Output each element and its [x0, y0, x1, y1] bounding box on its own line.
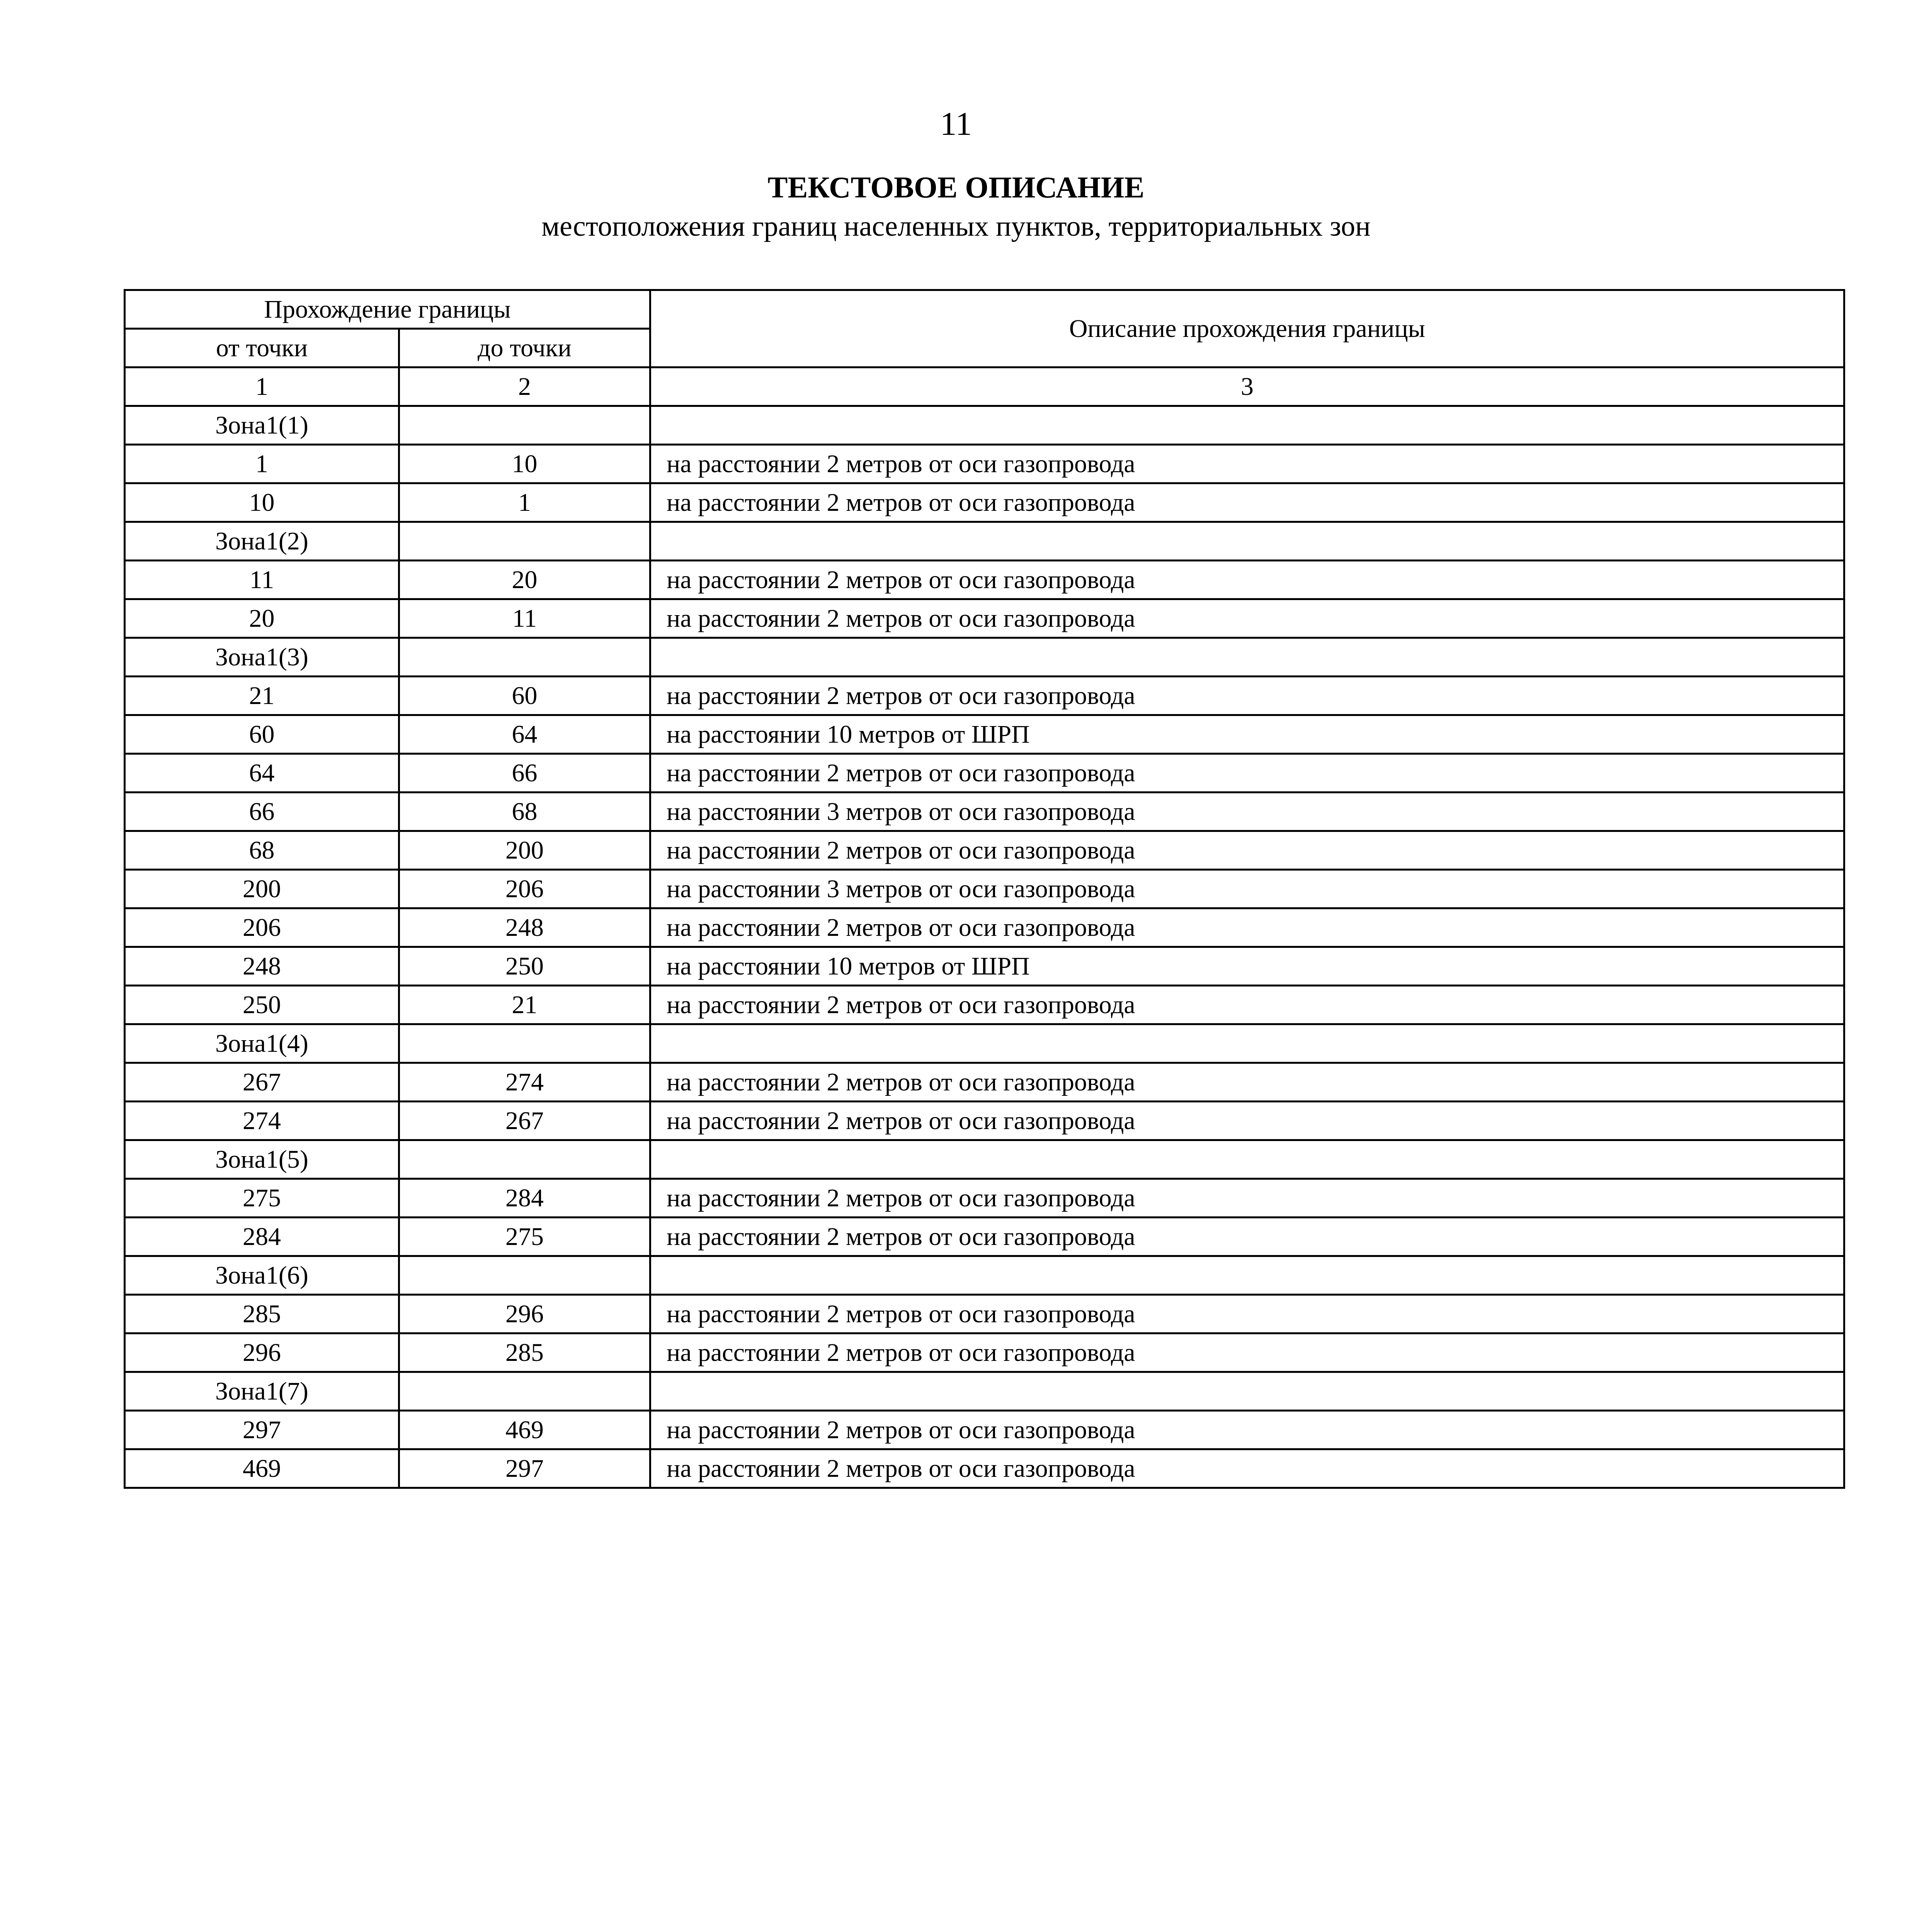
table-row — [125, 561, 1844, 599]
empty-cell — [650, 1372, 1844, 1411]
from-point-cell: 10 — [125, 483, 399, 522]
to-point-cell: 469 — [399, 1411, 650, 1449]
to-point-cell: 275 — [399, 1218, 650, 1256]
table-row — [125, 483, 1844, 522]
to-point-cell: 21 — [399, 986, 650, 1024]
boundary-table-container — [124, 289, 1843, 1489]
description-cell: на расстоянии 2 метров от оси газопровода — [650, 1218, 1844, 1256]
to-point-cell: 267 — [399, 1102, 650, 1140]
description-cell: на расстоянии 2 метров от оси газопровода — [650, 599, 1844, 638]
to-point-cell: 248 — [399, 908, 650, 947]
from-point-cell: 274 — [125, 1102, 399, 1140]
empty-cell — [399, 522, 650, 561]
to-point-cell: 250 — [399, 947, 650, 986]
from-point-cell: 20 — [125, 599, 399, 638]
description-cell: на расстоянии 2 метров от оси газопровода — [650, 831, 1844, 870]
table-row — [125, 908, 1844, 947]
page-number: 11 — [940, 105, 972, 142]
from-point-cell: 297 — [125, 1411, 399, 1449]
to-point-cell: 20 — [399, 561, 650, 599]
to-point-cell: 285 — [399, 1333, 650, 1372]
table-row — [125, 831, 1844, 870]
empty-cell — [399, 1256, 650, 1295]
description-cell: на расстоянии 2 метров от оси газопровода — [650, 754, 1844, 793]
to-point-cell: 284 — [399, 1179, 650, 1218]
zone-row — [125, 522, 1844, 561]
empty-cell — [399, 406, 650, 445]
to-point-cell: 66 — [399, 754, 650, 793]
from-point-cell: 285 — [125, 1295, 399, 1333]
from-point-cell: 66 — [125, 793, 399, 831]
zone-row — [125, 1256, 1844, 1295]
from-point-cell: 469 — [125, 1449, 399, 1488]
zone-label: Зона1(1) — [125, 406, 399, 445]
to-point-cell: 10 — [399, 445, 650, 483]
empty-cell — [399, 1024, 650, 1063]
from-point-cell: 248 — [125, 947, 399, 986]
empty-cell — [650, 522, 1844, 561]
description-cell: на расстоянии 2 метров от оси газопровода — [650, 1333, 1844, 1372]
description-cell: на расстоянии 10 метров от ШРП — [650, 947, 1844, 986]
zone-label: Зона1(3) — [125, 638, 399, 677]
zone-row — [125, 1140, 1844, 1179]
description-cell: на расстоянии 3 метров от оси газопровода — [650, 793, 1844, 831]
column-number-3: 3 — [650, 367, 1844, 406]
zone-label: Зона1(4) — [125, 1024, 399, 1063]
table-body — [125, 367, 1844, 1488]
to-point-cell: 200 — [399, 831, 650, 870]
description-cell: на расстоянии 2 метров от оси газопровода — [650, 1411, 1844, 1449]
to-point-cell: 64 — [399, 715, 650, 754]
zone-row — [125, 406, 1844, 445]
header-boundary-passage: Прохождение границы — [125, 290, 650, 329]
from-point-cell: 68 — [125, 831, 399, 870]
from-point-cell: 21 — [125, 677, 399, 715]
from-point-cell: 200 — [125, 870, 399, 908]
table-row — [125, 986, 1844, 1024]
from-point-cell: 296 — [125, 1333, 399, 1372]
to-point-cell: 296 — [399, 1295, 650, 1333]
description-cell: на расстоянии 2 метров от оси газопровода — [650, 1295, 1844, 1333]
from-point-cell: 267 — [125, 1063, 399, 1102]
empty-cell — [650, 1140, 1844, 1179]
from-point-cell: 60 — [125, 715, 399, 754]
table-row — [125, 870, 1844, 908]
table-row — [125, 1333, 1844, 1372]
table-row — [125, 445, 1844, 483]
description-cell: на расстоянии 2 метров от оси газопровода — [650, 483, 1844, 522]
description-cell: на расстоянии 2 метров от оси газопровода — [650, 445, 1844, 483]
table-row — [125, 1449, 1844, 1488]
from-point-cell: 206 — [125, 908, 399, 947]
table-row — [125, 715, 1844, 754]
from-point-cell: 275 — [125, 1179, 399, 1218]
header-from-point: от точки — [125, 329, 399, 367]
table-row — [125, 599, 1844, 638]
zone-label: Зона1(2) — [125, 522, 399, 561]
to-point-cell: 60 — [399, 677, 650, 715]
zone-row — [125, 1024, 1844, 1063]
column-number-1: 1 — [125, 367, 399, 406]
description-cell: на расстоянии 2 метров от оси газопровода — [650, 908, 1844, 947]
to-point-cell: 1 — [399, 483, 650, 522]
document-title: ТЕКСТОВОЕ ОПИСАНИЕ — [767, 170, 1145, 204]
empty-cell — [650, 406, 1844, 445]
empty-cell — [399, 1140, 650, 1179]
description-cell: на расстоянии 2 метров от оси газопровода — [650, 1063, 1844, 1102]
description-cell: на расстоянии 2 метров от оси газопровода — [650, 1179, 1844, 1218]
table-row — [125, 1411, 1844, 1449]
from-point-cell: 64 — [125, 754, 399, 793]
from-point-cell: 284 — [125, 1218, 399, 1256]
table-row — [125, 754, 1844, 793]
description-cell: на расстоянии 2 метров от оси газопровода — [650, 986, 1844, 1024]
to-point-cell: 11 — [399, 599, 650, 638]
description-cell: на расстоянии 2 метров от оси газопровода — [650, 677, 1844, 715]
table-row — [125, 677, 1844, 715]
table-row — [125, 947, 1844, 986]
empty-cell — [650, 1256, 1844, 1295]
from-point-cell: 11 — [125, 561, 399, 599]
zone-label: Зона1(6) — [125, 1256, 399, 1295]
column-number-row — [125, 367, 1844, 406]
column-number-2: 2 — [399, 367, 650, 406]
zone-row — [125, 638, 1844, 677]
zone-row — [125, 1372, 1844, 1411]
from-point-cell: 1 — [125, 445, 399, 483]
description-cell: на расстоянии 10 метров от ШРП — [650, 715, 1844, 754]
table-row — [125, 1063, 1844, 1102]
zone-label: Зона1(5) — [125, 1140, 399, 1179]
empty-cell — [399, 638, 650, 677]
to-point-cell: 68 — [399, 793, 650, 831]
description-cell: на расстоянии 2 метров от оси газопровода — [650, 561, 1844, 599]
to-point-cell: 206 — [399, 870, 650, 908]
description-cell: на расстоянии 2 метров от оси газопровода — [650, 1449, 1844, 1488]
table-row — [125, 1102, 1844, 1140]
to-point-cell: 297 — [399, 1449, 650, 1488]
description-cell: на расстоянии 2 метров от оси газопровода — [650, 1102, 1844, 1140]
table-row — [125, 1218, 1844, 1256]
header-to-point: до точки — [399, 329, 650, 367]
table-row — [125, 793, 1844, 831]
description-cell: на расстоянии 3 метров от оси газопровода — [650, 870, 1844, 908]
empty-cell — [650, 638, 1844, 677]
document-subtitle: местоположения границ населенных пунктов, территориальных зон — [541, 211, 1371, 242]
empty-cell — [650, 1024, 1844, 1063]
empty-cell — [399, 1372, 650, 1411]
header-description: Описание прохождения границы — [650, 290, 1844, 367]
table-row — [125, 1179, 1844, 1218]
to-point-cell: 274 — [399, 1063, 650, 1102]
zone-label: Зона1(7) — [125, 1372, 399, 1411]
from-point-cell: 250 — [125, 986, 399, 1024]
table-row — [125, 1295, 1844, 1333]
boundary-table — [124, 289, 1845, 1489]
